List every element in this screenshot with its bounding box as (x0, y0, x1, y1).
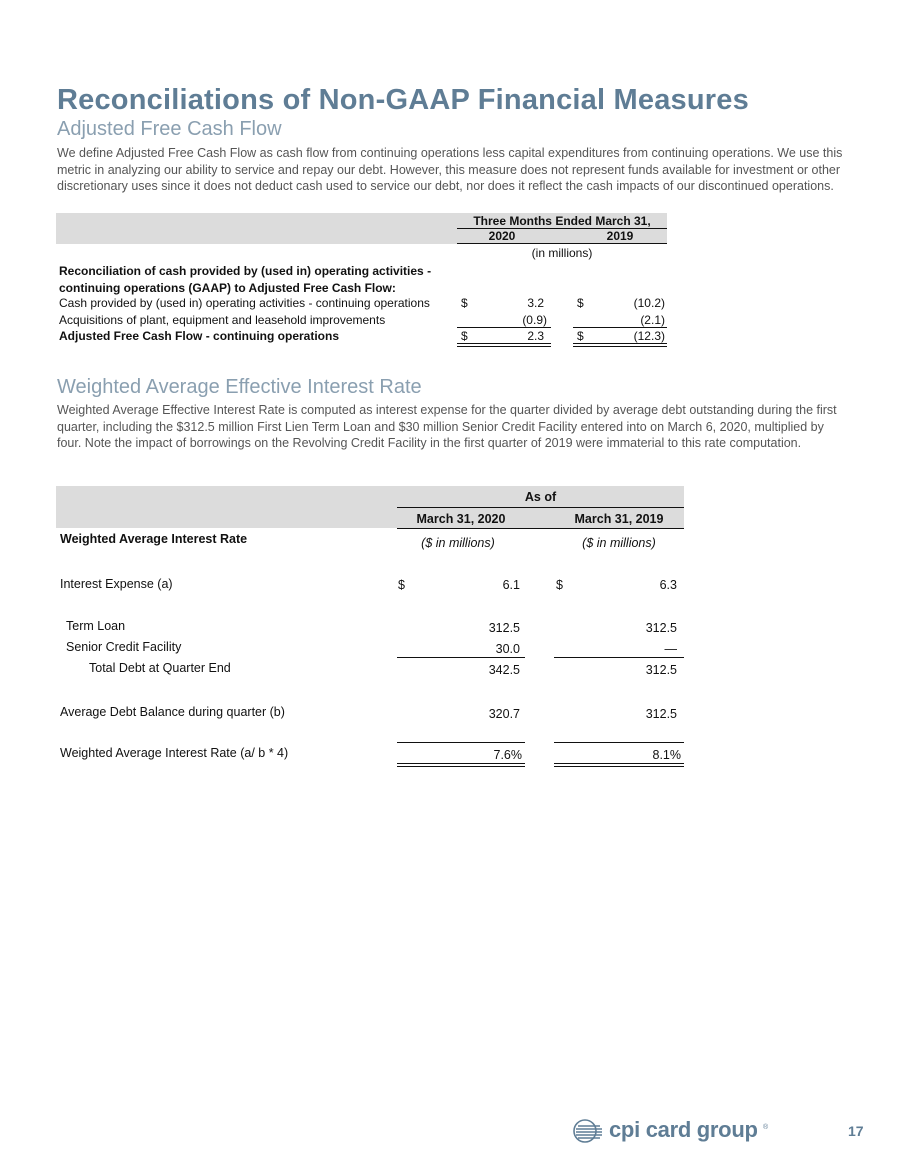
value-2020: 2.3 (527, 329, 544, 343)
as-of-header: As of (524, 490, 557, 504)
currency-symbol: $ (398, 578, 405, 592)
value-2019: 312.5 (645, 707, 677, 721)
section-heading: Reconciliation of cash provided by (used in) operating activities - (59, 264, 432, 278)
value-2020: 6.1 (502, 578, 520, 592)
double-underline (397, 763, 525, 767)
divider (457, 327, 551, 328)
divider (397, 507, 684, 508)
row-label: Interest Expense (a) (60, 577, 173, 591)
company-logo-text: cpi card group (609, 1117, 758, 1142)
page-number: 17 (848, 1123, 864, 1139)
double-underline (554, 763, 684, 767)
divider (397, 528, 684, 529)
currency-symbol: $ (461, 329, 468, 343)
currency-symbol: $ (577, 296, 584, 310)
divider (397, 657, 525, 658)
value-2019: (12.3) (633, 329, 665, 343)
row-label: Term Loan (66, 619, 126, 633)
section-subtitle-interest-rate: Weighted Average Effective Interest Rate (57, 376, 422, 398)
value-2019: 312.5 (645, 621, 677, 635)
divider (554, 742, 684, 743)
page-title: Reconciliations of Non-GAAP Financial Measures (57, 84, 749, 116)
value-2020: 320.7 (488, 707, 520, 721)
value-2020: 312.5 (488, 621, 520, 635)
currency-symbol: $ (461, 296, 468, 310)
value-2019: 6.3 (659, 578, 677, 592)
divider (397, 742, 525, 743)
row-label: Weighted Average Interest Rate (a/ b * 4) (60, 746, 289, 760)
value-2020: 342.5 (488, 663, 520, 677)
value-2020: (0.9) (522, 313, 547, 327)
value-2020: 30.0 (495, 642, 520, 656)
col-header-2020: 2020 (488, 229, 516, 243)
adjusted-fcf-paragraph: We define Adjusted Free Cash Flow as cash flow from continuing operations less capital expenditures from continuing operations. We use this metric in analyzing our ability to service and repay our debt. However, this measure does not represent funds available for investment or other discretionary uses since it does not deduct cash used to service our debt, nor does it reflect the cash impacts of our discontinued operations. (57, 146, 843, 193)
section-heading: Weighted Average Interest Rate (60, 532, 248, 546)
units-label-2019: ($ in millions) (582, 536, 656, 550)
period-header: Three Months Ended March 31, (473, 214, 651, 228)
row-label: Total Debt at Quarter End (89, 661, 231, 675)
section-heading: continuing operations (GAAP) to Adjusted Free Cash Flow: (59, 281, 396, 295)
divider (554, 657, 684, 658)
units-label-2020: ($ in millions) (421, 536, 495, 550)
currency-symbol: $ (556, 578, 563, 592)
cpi-logo-icon (572, 1118, 604, 1144)
value-2020: 7.6% (493, 748, 522, 762)
table-row-label-total: Adjusted Free Cash Flow - continuing operations (59, 329, 340, 343)
interest-rate-paragraph: Weighted Average Effective Interest Rate is computed as interest expense for the quarter divided by average debt outstanding during the first quarter, including the $312.5 million First Lien Term Loan and $30 million Senior Credit Facility entered into on March 6, 2020, multiplied by four. Note the impact of borrowings on the Revolving Credit Facility in the first quarter of 2019 were immaterial to this rate computation. (57, 403, 837, 450)
value-2020: 3.2 (527, 296, 544, 310)
table-row-label: Cash provided by (used in) operating activities - continuing operations (59, 296, 430, 310)
value-2019: 312.5 (645, 663, 677, 677)
col-header-2019: March 31, 2019 (574, 512, 664, 526)
currency-symbol: $ (577, 329, 584, 343)
double-underline (573, 343, 667, 347)
divider (573, 327, 667, 328)
value-2019: — (664, 642, 677, 656)
col-header-2020: March 31, 2020 (416, 512, 506, 526)
divider (457, 243, 667, 244)
table-row-label: Acquisitions of plant, equipment and leasehold improvements (59, 313, 386, 327)
row-label: Average Debt Balance during quarter (b) (60, 705, 285, 719)
double-underline (457, 343, 551, 347)
value-2019: 8.1% (652, 748, 681, 762)
units-label: (in millions) (531, 246, 593, 260)
value-2019: (2.1) (640, 313, 665, 327)
section-subtitle-adjusted-fcf: Adjusted Free Cash Flow (57, 118, 282, 140)
col-header-2019: 2019 (606, 229, 634, 243)
value-2019: (10.2) (633, 296, 665, 310)
row-label: Senior Credit Facility (66, 640, 182, 654)
registered-mark: ® (763, 1124, 769, 1131)
